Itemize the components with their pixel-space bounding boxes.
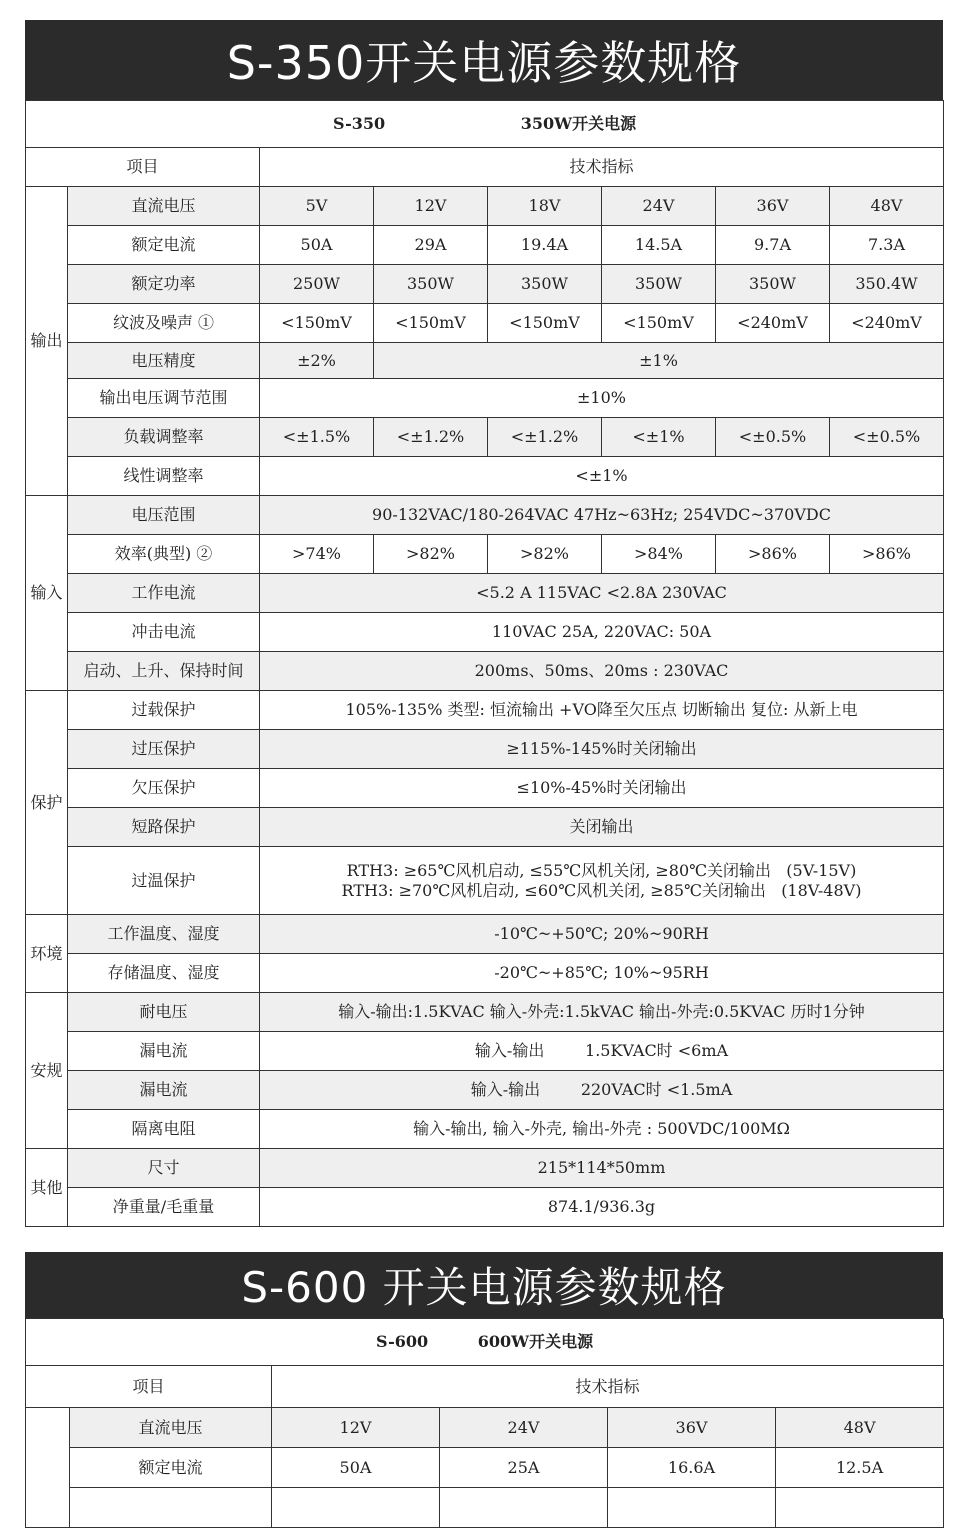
overtemp-line-2: RTH3: ≥70℃风机启动, ≤60℃风机关闭, ≥85℃关闭输出 (18V-48V): [341, 880, 862, 900]
cell: 48V: [830, 187, 944, 226]
row-dc-voltage: [26, 1408, 944, 1448]
cell: 350W: [488, 265, 602, 304]
cell: 105%-135% 类型: 恒流输出 +VO降至欠压点 切断输出 复位: 从新上电: [260, 691, 944, 730]
cell: [260, 847, 944, 915]
label-overvolt: 过压保护: [68, 730, 260, 769]
cell: ±10%: [260, 379, 944, 418]
row-weight: [26, 1188, 944, 1227]
label-adj-range: 输出电压调节范围: [68, 379, 260, 418]
group-protect: 保护: [26, 691, 68, 915]
cell: 36V: [716, 187, 830, 226]
cell: [440, 1488, 608, 1528]
label-weight: 净重量/毛重量: [68, 1188, 260, 1227]
cell: <5.2 A 115VAC <2.8A 230VAC: [260, 574, 944, 613]
s600-model-desc: 600W开关电源: [477, 1332, 594, 1352]
header-spec: 技术指标: [272, 1366, 944, 1408]
row-size: [26, 1149, 944, 1188]
s350-title-banner: [25, 20, 943, 100]
row-short: [26, 808, 944, 847]
row-work-current: [26, 574, 944, 613]
group-safety: 安规: [26, 993, 68, 1149]
cell: <150mV: [260, 304, 374, 343]
cell: <±1.5%: [260, 418, 374, 457]
s600-spec-table: [25, 1318, 944, 1528]
row-timing: [26, 652, 944, 691]
row-rated-current: [26, 226, 944, 265]
s350-model: S-350: [332, 114, 386, 134]
cell: ±1%: [374, 343, 944, 379]
label-dc-voltage: 直流电压: [70, 1408, 272, 1448]
cell: <±0.5%: [830, 418, 944, 457]
cell: [608, 1488, 776, 1528]
row-inrush: [26, 613, 944, 652]
group-output: 输出: [26, 187, 68, 496]
cell: [70, 1488, 272, 1528]
cell: <±0.5%: [716, 418, 830, 457]
row-overtemp: [26, 847, 944, 915]
row-isolation: [26, 1110, 944, 1149]
row-store-temp: [26, 954, 944, 993]
row-volt-range: [26, 496, 944, 535]
cell: 350W: [602, 265, 716, 304]
cell: -20℃~+85℃; 10%~95RH: [260, 954, 944, 993]
cell: ≥115%-145%时关闭输出: [260, 730, 944, 769]
cell: ≤10%-45%时关闭输出: [260, 769, 944, 808]
label-ripple: 纹波及噪声 ①: [68, 304, 260, 343]
cell: 输入-输出 220VAC时 <1.5mA: [260, 1071, 944, 1110]
cell: 输入-输出:1.5KVAC 输入-外壳:1.5kVAC 输出-外壳:0.5KVAC 历时1分钟: [260, 993, 944, 1032]
row-line-reg: [26, 457, 944, 496]
label-undervolt: 欠压保护: [68, 769, 260, 808]
row-efficiency: [26, 535, 944, 574]
label-leak: 漏电流: [68, 1032, 260, 1071]
cell: [272, 1488, 440, 1528]
cell: <±1.2%: [374, 418, 488, 457]
row-accuracy: [26, 343, 944, 379]
cell: 16.6A: [608, 1448, 776, 1488]
label-overload: 过载保护: [68, 691, 260, 730]
overtemp-line-1: RTH3: ≥65℃风机启动, ≤55℃风机关闭, ≥80℃关闭输出 (5V-15V): [346, 861, 857, 881]
row-work-temp: [26, 915, 944, 954]
cell: 7.3A: [830, 226, 944, 265]
group-input: 输入: [26, 496, 68, 691]
label-inrush: 冲击电流: [68, 613, 260, 652]
row-undervolt: [26, 769, 944, 808]
cell: 24V: [440, 1408, 608, 1448]
label-load-reg: 负载调整率: [68, 418, 260, 457]
cell: 50A: [260, 226, 374, 265]
s600-title-banner: [25, 1252, 943, 1318]
label-work-temp: 工作温度、湿度: [68, 915, 260, 954]
header-item: 项目: [26, 148, 260, 187]
cell: 36V: [608, 1408, 776, 1448]
cell: 5V: [260, 187, 374, 226]
s350-model-row: [26, 101, 944, 148]
cell: 200ms、50ms、20ms : 230VAC: [260, 652, 944, 691]
row-overvolt: [26, 730, 944, 769]
row-rated-power: [26, 265, 944, 304]
header-spec: 技术指标: [260, 148, 944, 187]
cell: >84%: [602, 535, 716, 574]
label-isolation: 隔离电阻: [68, 1110, 260, 1149]
cell: 215*114*50mm: [260, 1149, 944, 1188]
group-env: 环境: [26, 915, 68, 993]
cell: 输入-输出 1.5KVAC时 <6mA: [260, 1032, 944, 1071]
cell: 29A: [374, 226, 488, 265]
cell: 12.5A: [776, 1448, 944, 1488]
s600-model: S-600: [375, 1332, 429, 1352]
label-overtemp: 过温保护: [68, 847, 260, 915]
cell: <240mV: [716, 304, 830, 343]
cell: [776, 1488, 944, 1528]
s600-model-row: [26, 1319, 944, 1366]
cell: <240mV: [830, 304, 944, 343]
s600-header-row: [26, 1366, 944, 1408]
row-adj-range: [26, 379, 944, 418]
cell: 12V: [272, 1408, 440, 1448]
label-line-reg: 线性调整率: [68, 457, 260, 496]
s350-spec-table: [25, 100, 944, 1227]
cell: 250W: [260, 265, 374, 304]
label-dc-voltage: 直流电压: [68, 187, 260, 226]
cell: 关闭输出: [260, 808, 944, 847]
label-size: 尺寸: [68, 1149, 260, 1188]
s350-title: S-350开关电源参数规格: [226, 36, 742, 90]
label-rated-current: 额定电流: [70, 1448, 272, 1488]
cell: ±2%: [260, 343, 374, 379]
label-rated-current: 额定电流: [68, 226, 260, 265]
cell: >82%: [488, 535, 602, 574]
cell: 18V: [488, 187, 602, 226]
cell: <±1.2%: [488, 418, 602, 457]
label-short: 短路保护: [68, 808, 260, 847]
row-withstand: [26, 993, 944, 1032]
label-timing: 启动、上升、保持时间: [68, 652, 260, 691]
group-other: 其他: [26, 1149, 68, 1227]
cell: 350W: [716, 265, 830, 304]
row-cutoff: [26, 1488, 944, 1528]
cell: 50A: [272, 1448, 440, 1488]
cell: <±1%: [260, 457, 944, 496]
s600-title: S-600 开关电源参数规格: [241, 1263, 727, 1312]
cell: <150mV: [374, 304, 488, 343]
row-load-reg: [26, 418, 944, 457]
label-withstand: 耐电压: [68, 993, 260, 1032]
cell: 350W: [374, 265, 488, 304]
cell: 14.5A: [602, 226, 716, 265]
cell: >82%: [374, 535, 488, 574]
row-overload: [26, 691, 944, 730]
label-rated-power: 额定功率: [68, 265, 260, 304]
cell: 90-132VAC/180-264VAC 47Hz~63Hz; 254VDC~370VDC: [260, 496, 944, 535]
cell: 48V: [776, 1408, 944, 1448]
label-accuracy: 电压精度: [68, 343, 260, 379]
group-output: [26, 1408, 70, 1528]
row-rated-current: [26, 1448, 944, 1488]
cell: <150mV: [602, 304, 716, 343]
cell: 19.4A: [488, 226, 602, 265]
label-leak: 漏电流: [68, 1071, 260, 1110]
cell: <±1%: [602, 418, 716, 457]
header-item: 项目: [26, 1366, 272, 1408]
cell: 输入-输出, 输入-外壳, 输出-外壳 : 500VDC/100MΩ: [260, 1110, 944, 1149]
cell: 12V: [374, 187, 488, 226]
cell: >86%: [830, 535, 944, 574]
label-volt-range: 电压范围: [68, 496, 260, 535]
row-leak-1: [26, 1032, 944, 1071]
row-dc-voltage: [26, 187, 944, 226]
cell: >74%: [260, 535, 374, 574]
cell: -10℃~+50℃; 20%~90RH: [260, 915, 944, 954]
cell: >86%: [716, 535, 830, 574]
cell: 350.4W: [830, 265, 944, 304]
s350-header-row: [26, 148, 944, 187]
cell: 110VAC 25A, 220VAC: 50A: [260, 613, 944, 652]
cell: 9.7A: [716, 226, 830, 265]
row-leak-2: [26, 1071, 944, 1110]
row-ripple: [26, 304, 944, 343]
cell: 874.1/936.3g: [260, 1188, 944, 1227]
label-work-current: 工作电流: [68, 574, 260, 613]
label-efficiency: 效率(典型) ②: [68, 535, 260, 574]
cell: 24V: [602, 187, 716, 226]
cell: <150mV: [488, 304, 602, 343]
label-store-temp: 存储温度、湿度: [68, 954, 260, 993]
cell: 25A: [440, 1448, 608, 1488]
s350-model-desc: 350W开关电源: [520, 114, 637, 134]
